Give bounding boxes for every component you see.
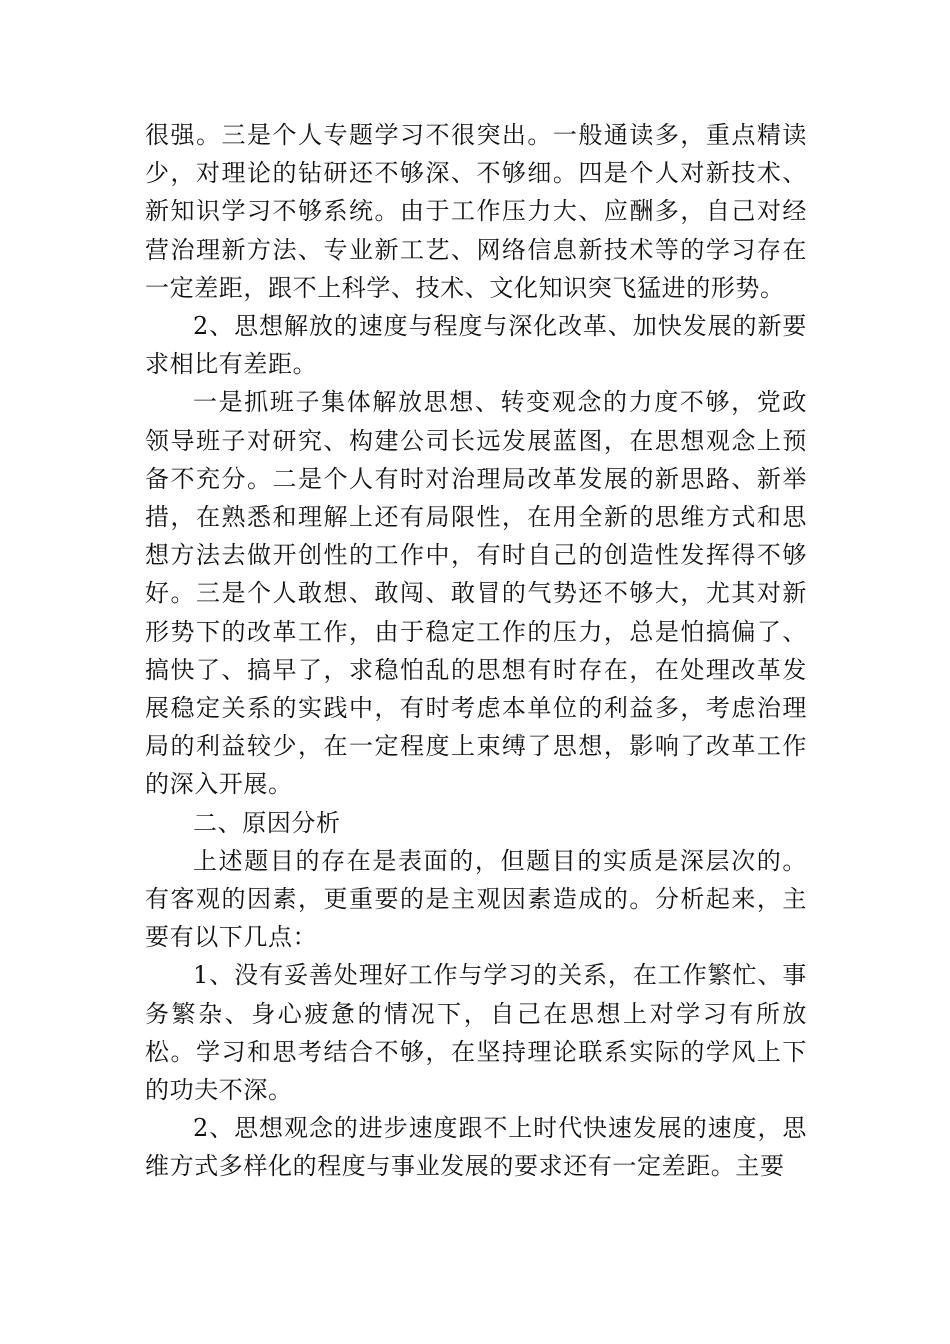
paragraph-cause-1: 1、没有妥善处理好工作与学习的关系，在工作繁忙、事务繁杂、身心疲惫的情况下，自己在思想上对学习有所放松。学习和思考结合不够，在坚持理论联系实际的学风上下的功夫不深。 [145, 961, 807, 1105]
paragraph-cause-intro: 上述题目的存在是表面的，但题目的实质是深层次的。有客观的因素，更重要的是主观因素造成的。分析起来，主要有以下几点： [145, 846, 807, 952]
section-heading-cause-analysis: 二、原因分析 [193, 808, 341, 837]
paragraph-continued-learning: 很强。三是个人专题学习不很突出。一般通读多，重点精读少，对理论的钻研还不够深、不够细。四是个人对新技术、新知识学习不够系统。由于工作压力大、应酬多，自己对经营治理新方法、专业新工艺、网络信息新技术等的学习存在一定差距，跟不上科学、技术、文化知识突飞猛进的形势。 [145, 121, 807, 302]
paragraph-thought-liberation-details: 一是抓班子集体解放思想、转变观念的力度不够，党政领导班子对研究、构建公司长远发展蓝图，在思想观念上预备不充分。二是个人有时对治理局改革发展的新思路、新举措，在熟悉和理解上还有局限性，在用全新的思维方式和思想方法去做开创性的工作中，有时自己的创造性发挥得不够好。三是个人敢想、敢闯、敢冒的气势还不够大，尤其对新形势下的改革工作，由于稳定工作的压力，总是怕搞偏了、搞快了、搞早了，求稳怕乱的思想有时存在，在处理改革发展稳定关系的实践中，有时考虑本单位的利益多，考虑治理局的利益较少，在一定程度上束缚了思想，影响了改革工作的深入开展。 [145, 388, 807, 799]
heading-point-2-thought-liberation: 2、思想解放的速度与程度与深化改革、加快发展的新要求相比有差距。 [145, 312, 807, 379]
document-page [145, 116, 807, 1186]
paragraph-cause-2: 2、思想观念的进步速度跟不上时代快速发展的速度，思维方式多样化的程度与事业发展的要求还有一定差距。主要 [145, 1114, 807, 1181]
